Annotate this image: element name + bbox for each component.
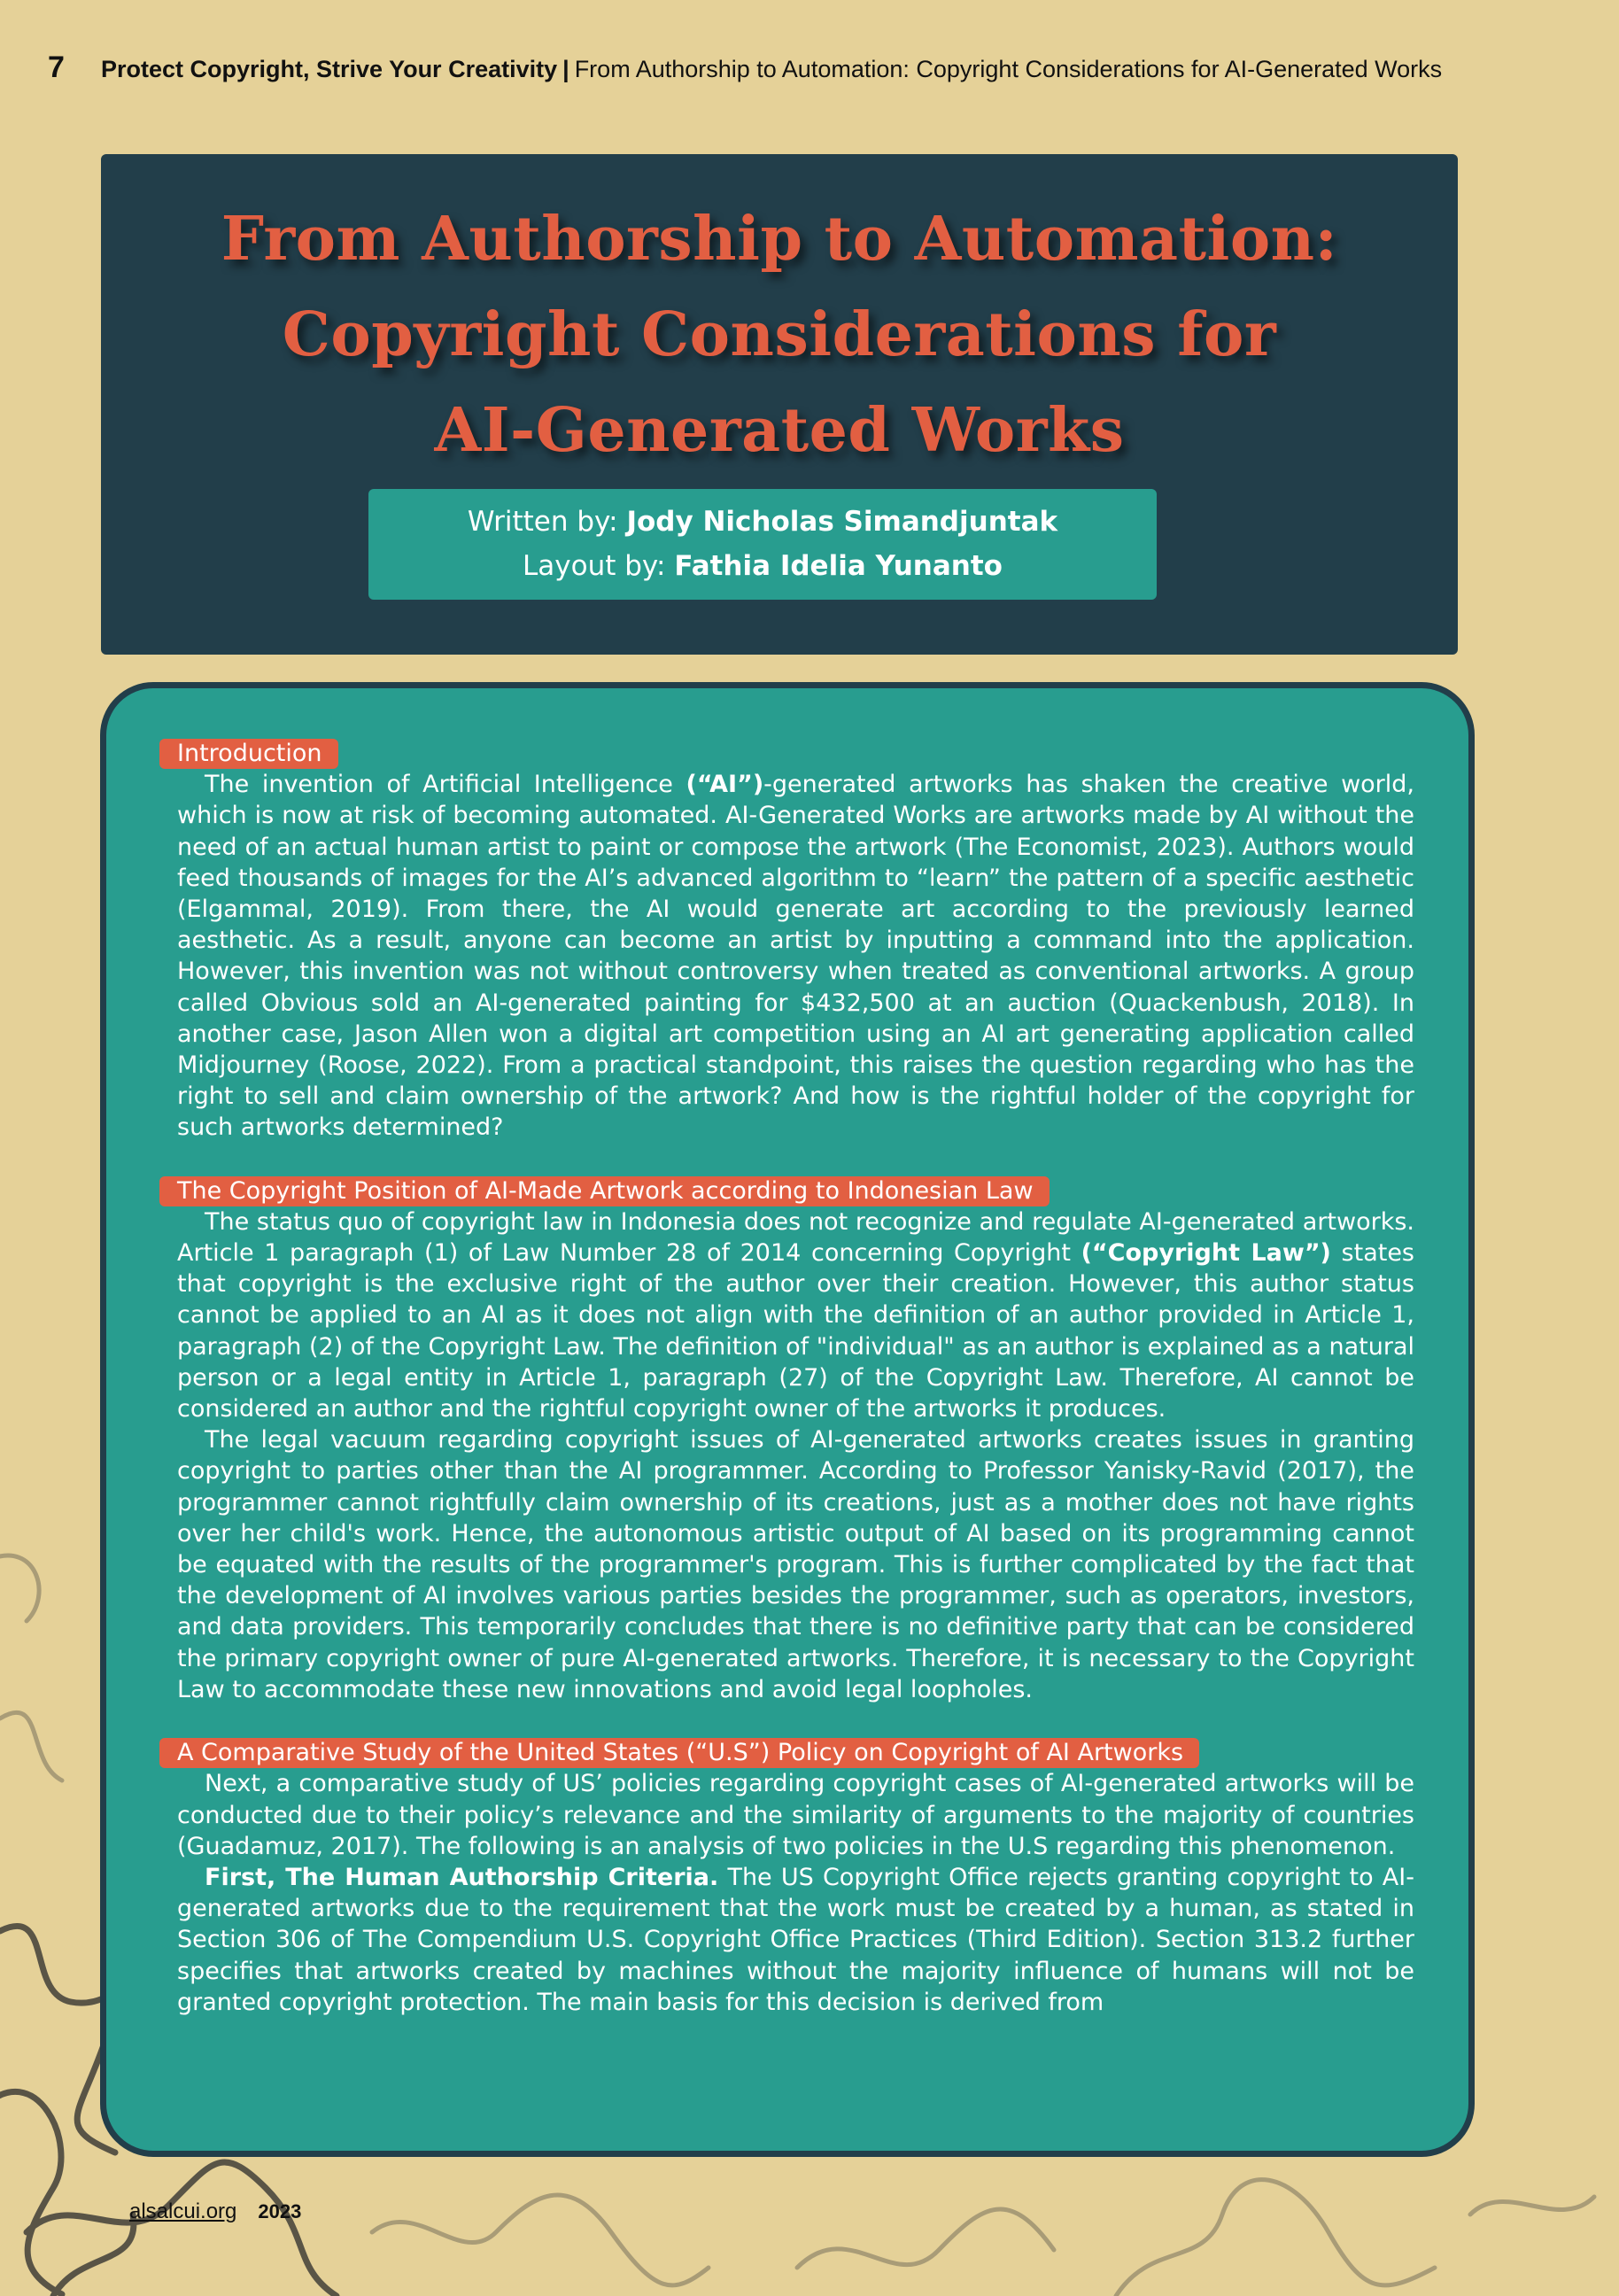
article-reference: From Authorship to Automation: Copyright Considerations for AI-Generated Works xyxy=(574,56,1443,82)
section-heading-indonesian-law: The Copyright Position of AI-Made Artwork according to Indonesian Law xyxy=(159,1176,1050,1206)
running-header xyxy=(48,50,1571,85)
page-footer xyxy=(129,2197,301,2227)
page-number: 7 xyxy=(48,50,65,84)
written-by-label: Written by: xyxy=(467,506,627,538)
footer-year: 2023 xyxy=(258,2200,302,2222)
layout-by-line xyxy=(368,544,1157,588)
article-title-line: Copyright Considerations for xyxy=(282,299,1277,370)
section-heading-introduction: Introduction xyxy=(159,739,338,769)
article-title xyxy=(119,191,1440,478)
paragraph: Next, a comparative study of US’ policies regarding copyright cases of AI-generated artworks will be conducted due to their policy’s relevance and the similarity of arguments to the majority of countries (Guadamuz, 2017). The following is an analysis of two policies in the U.S regarding this phenomenon. xyxy=(177,1770,1414,1860)
layout-designer-name: Fathia Idelia Yunanto xyxy=(674,550,1003,582)
layout-by-label: Layout by: xyxy=(523,550,675,582)
paragraph: The status quo of copyright law in Indonesia does not recognize and regulate AI-generated artworks. Article 1 paragraph (1) of Law Number 28 of 2014 concerning Copyright (“Copyright Law”) states that copyright is the exclusive right of the author over their creation. However, this author status cannot be applied to an AI as it does not align with the definition of an author provided in Article 1, paragraph (2) of the Copyright Law. The definition of "individual" as an author is explained as a natural person or a legal entity in Article 1, paragraph (27) of the Copyright Law. Therefore, AI cannot be considered an author and the rightful copyright owner of the artworks it produces. xyxy=(177,1207,1415,1423)
article-body xyxy=(177,738,1414,2018)
paragraph: The legal vacuum regarding copyright issues of AI-generated artworks creates issues in granting copyright to parties other than the AI programmer. According to Professor Yanisky-Ravid (2017), the programmer cannot rightfully claim ownership of its creations, just as a mother does not have rights over her child's work. Hence, the autonomous artistic output of AI based on its programming cannot be equated with the results of the programmer's program. This is further complicated by the fact that the development of AI involves various parties besides the programmer, such as operators, investors, and data providers. This temporarily concludes that there is no definitive party that can be considered the primary copyright owner of pure AI-generated artworks. Therefore, it is necessary to the Copyright Law to accommodate these new innovations and avoid legal loopholes. xyxy=(177,1426,1414,1703)
series-title: Protect Copyright, Strive Your Creativity xyxy=(101,56,558,82)
title-panel xyxy=(101,154,1458,655)
written-by-line xyxy=(368,500,1157,544)
website-link[interactable]: alsalcui.org xyxy=(129,2199,237,2223)
article-title-line: From Authorship to Automation: xyxy=(221,204,1338,275)
article-title-line: AI-Generated Works xyxy=(434,395,1125,466)
paragraph: First, The Human Authorship Criteria. The US Copyright Office rejects granting copyright to AI-generated artworks due to the requirement that the work must be created by a human, as stated in Section 306 of The Compendium U.S. Copyright Office Practices (Third Edition). Section 313.2 further specifies that artworks created by machines without the majority influence of humans will not be granted copyright protection. The main basis for this decision is derived from xyxy=(177,1863,1414,2016)
paragraph: The invention of Artificial Intelligence (“AI”)-generated artworks has shaken the creative world, which is now at risk of becoming automated. AI-Generated Works are artworks made by AI without the need of an actual human artist to paint or compose the artwork (The Economist, 2023). Authors would feed thousands of images for the AI’s advanced algorithm to “learn” the pattern of a specific aesthetic (Elgammal, 2019). From there, the AI would generate art according to the previously learned aesthetic. As a result, anyone can become an artist by inputting a command into the application. However, this invention was not without controversy when treated as conventional artworks. A group called Obvious sold an AI-generated painting for $432,500 at an auction (Quackenbush, 2018). In another case, Jason Allen won a digital art competition using an AI art generating application called Midjourney (Roose, 2022). From a practical standpoint, this raises the question regarding who has the right to sell and claim ownership of the artwork? And how is the rightful holder of the copyright for such artworks determined? xyxy=(177,771,1414,1142)
credits-box xyxy=(368,489,1157,600)
author-name: Jody Nicholas Simandjuntak xyxy=(626,506,1058,538)
section-heading-us-policy: A Comparative Study of the United States (“U.S”) Policy on Copyright of AI Artworks xyxy=(159,1738,1199,1768)
header-separator: | xyxy=(562,56,569,82)
article-body-card xyxy=(100,682,1475,2157)
